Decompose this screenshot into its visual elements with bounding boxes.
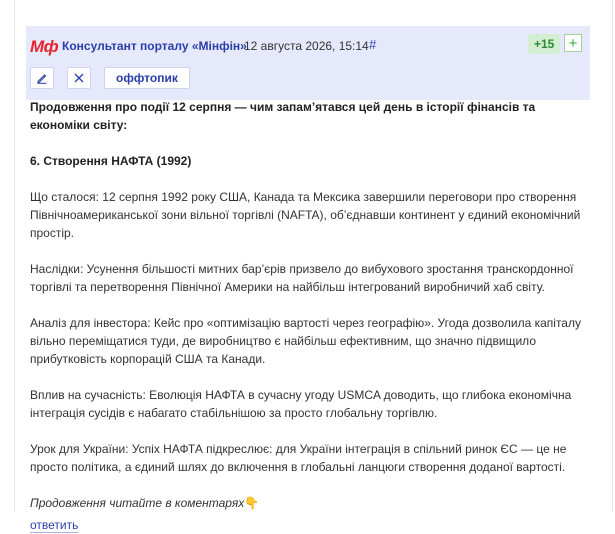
rating-badge: +15 [528, 34, 560, 54]
paragraph-lesson-ukraine: Урок для України: Успіх НАФТА підкреслює: для України інтеграція в спільний ринок ЄС — це не просто політика, а єдиний шлях до включення в глобальні ланцюги створення доданої вартості. [30, 442, 567, 474]
permalink-hash[interactable]: # [369, 37, 377, 52]
post-body [30, 98, 590, 534]
upvote-button[interactable]: + [564, 34, 582, 52]
edit-button[interactable] [30, 67, 54, 89]
continue-reading-text: Продовження читайте в коментарях [30, 496, 245, 510]
pointing-down-icon: 👇 [244, 496, 260, 510]
paragraph-consequences: Наслідки: Усунення більшості митних бар’єрів призвело до вибухового зростання транскордонної торгівлі та перетворення Північної Америки на найбільш інтегрований виробничий хаб світу. [30, 262, 574, 294]
delete-button[interactable] [67, 67, 91, 89]
author-link[interactable]: Консультант порталу «Мінфін» [62, 39, 247, 53]
forum-post [30, 26, 590, 532]
post-header [26, 26, 590, 100]
pencil-icon [36, 72, 48, 84]
continue-reading-note [30, 494, 590, 512]
section-title: 6. Створення НАФТА (1992) [30, 154, 192, 168]
offtopic-button[interactable]: оффтопик [104, 67, 190, 89]
reply-link[interactable]: ответить [30, 518, 79, 532]
paragraph-what-happened: Що сталося: 12 серпня 1992 року США, Канада та Мексика завершили переговори про створення Північноамериканської зони вільної торгівлі (NAFTA), об’єднавши континент у єдиний економічний простір. [30, 190, 581, 240]
post-date: 12 августа 2026, 15:14 [244, 39, 369, 53]
post-intro: Продовження про події 12 серпня — чим запам’ятався цей день в історії фінансів та економіки світу: [30, 100, 536, 132]
close-icon [73, 72, 85, 84]
minfin-logo: Мф [30, 37, 59, 56]
paragraph-investor-analysis: Аналіз для інвестора: Кейс про «оптимізацію вартості через географію». Угода дозволила капіталу вільно переміщатися туди, де виробництво є найбільш ефективним, що значно підвищило прибутковість корпорацій США та Канади. [30, 316, 581, 366]
paragraph-modern-impact: Вплив на сучасність: Еволюція НАФТА в сучасну угоду USMCA доводить, що глибока економічна інтеграція сусідів є набагато стабільнішою за просто глобальну торгівлю. [30, 388, 572, 420]
